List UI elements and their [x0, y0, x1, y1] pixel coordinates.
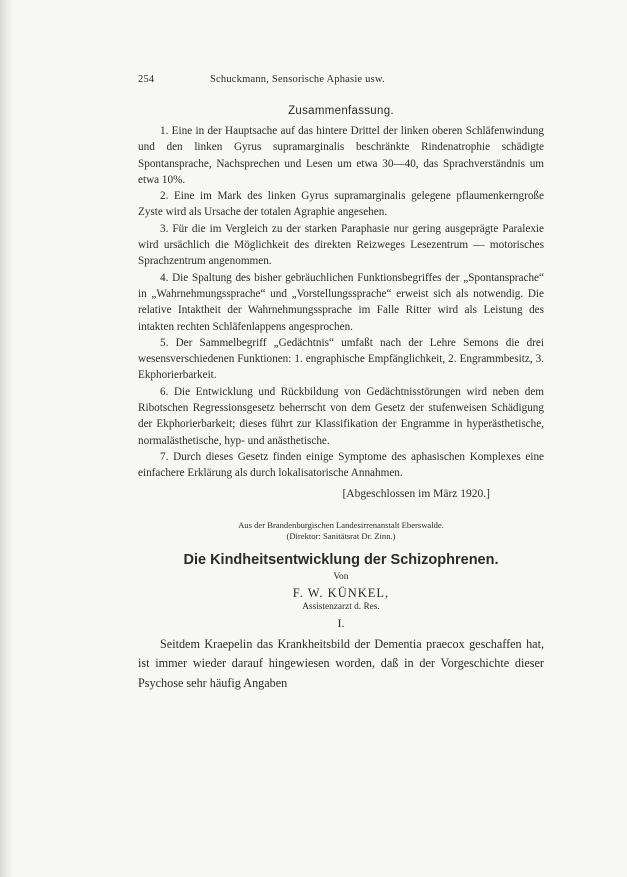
summary-title: Zusammenfassung. [288, 105, 394, 117]
article-section [138, 520, 544, 694]
section-numeral: I. [337, 615, 345, 630]
summary-paragraph: 5. Der Sammelbegriff „Gedächtnis“ umfaßt nach der Lehre Semons die drei wesensverschiedenen Funktionen: 1. engraphische Empfänglichkeit, 2. Engrammbesitz, 3. Ekphorierbarkeit. [138, 336, 544, 382]
institution-line [138, 520, 544, 543]
page-content [138, 74, 544, 693]
summary-paragraph: 7. Durch dieses Gesetz finden einige Symptome des aphasischen Komplexes eine einfachere Erklärung als durch lokalisatorische Annahmen. [138, 450, 544, 480]
page-header [138, 74, 544, 85]
completion-note: [Abgeschlossen im März 1920.] [342, 487, 490, 500]
institution-director: (Direktor: Sanitätsrat Dr. Zinn.) [286, 531, 396, 542]
summary-paragraph: 4. Die Spaltung des bisher gebräuchlichen Funktionsbegriffes der „Spontansprache“ in „Wahrnehmungssprache“ und „Vorstellungssprache“ erweist sich als notwendig. Die relative Intaktheit der Wahrnehmungssprache im Falle Ritter wird als Leistung des intakten rechten Schläfenlappens angesprochen. [138, 271, 544, 333]
page-number: 254 [138, 74, 155, 85]
summary-paragraph: 6. Die Entwicklung und Rückbildung von Gedächtnisstörungen wird neben dem Ribotschen Regressionsgesetz beherrscht von dem Gesetz der stufenweisen Schädigung der Ekphorierbarkeit; dieses führt zur Klassifikation der Engramme in hyperästhetische, normalästhetische, hyp- und anästhetische. [138, 385, 544, 447]
author-name: F. W. KÜNKEL, [292, 585, 390, 600]
institution-name: Aus der Brandenburgischen Landesirrenanstalt Eberswalde. [238, 519, 444, 530]
binding-gutter [0, 0, 14, 877]
byline-von: Von [333, 571, 349, 582]
article-title: Die Kindheitsentwicklung der Schizophrenen. [183, 551, 499, 568]
summary-section [138, 105, 544, 500]
running-title: Schuckmann, Sensorische Aphasie usw. [210, 74, 385, 85]
author-role: Assistenzarzt d. Res. [302, 601, 380, 612]
summary-paragraph: 1. Eine in der Hauptsache auf das hintere Drittel der linken oberen Schläfenwindung und den linken Gyrus supramarginalis beschränkte Rindenatrophie schädigte Spontansprache, Nachsprechen und Lesen um etwa 30—40, das Sprachverständnis um etwa 10%. [138, 125, 544, 186]
summary-paragraph: 2. Eine im Mark des linken Gyrus supramarginalis gelegene pflaumenkerngroße Zyste wird als Ursache der totalen Agraphie angesehen. [138, 190, 544, 219]
summary-paragraph: 3. Für die im Vergleich zu der starken Paraphasie nur gering ausgeprägte Paralexie wird ursächlich die Möglichkeit des direkten Reizweges Lesezentrum — motorisches Sprachzentrum angenommen. [138, 222, 544, 268]
article-opening-paragraph: Seitdem Kraepelin das Krankheitsbild der Dementia praecox geschaffen hat, ist immer wieder darauf hingewiesen worden, daß in der Vorgeschichte dieser Psychose sehr häufig Angaben [138, 636, 544, 690]
